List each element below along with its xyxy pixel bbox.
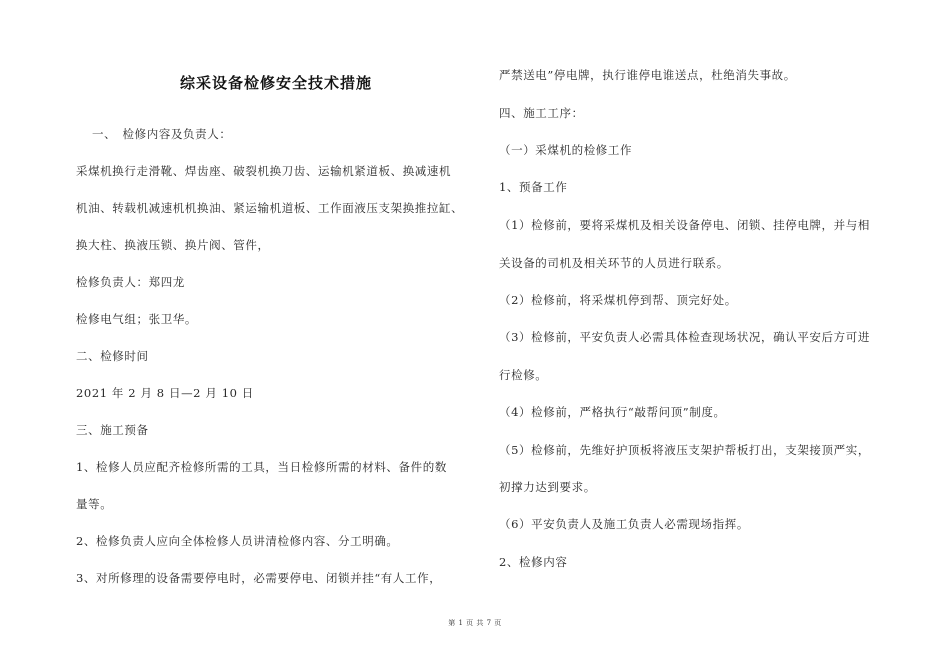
section-heading-3: 三、施工预备 [76,423,149,437]
body-line: 2、检修负责人应向全体检修人员讲清检修内容、分工明确。 [76,534,399,548]
body-line: （4）检修前，严格执行“敲帮问顶”制度。 [499,405,726,419]
body-line: （5）检修前，先维好护顶板将液压支架护帮板打出，支架接顶严实， [499,443,870,457]
body-line: （6）平安负责人及施工负责人必需现场指挥。 [499,517,749,531]
body-line: 3、对所修理的设备需要停电时，必需要停电、闭锁并挂“有人工作， [76,571,442,585]
maintenance-date: 2021 年 2 月 8 日—2 月 10 日 [76,386,254,400]
body-line: 采煤机换行走滑靴、焊齿座、破裂机换刀齿、运输机紧道板、换减速机 [76,164,452,178]
section-heading-2: 二、检修时间 [76,349,149,363]
document-title: 综采设备检修安全技术措施 [179,74,372,92]
body-line: 量等。 [76,497,113,511]
responsible-person: 检修负责人：郑四龙 [76,275,185,289]
body-line: 1、检修人员应配齐检修所需的工具，当日检修所需的材料、备件的数 [76,460,447,474]
body-line: （3）检修前，平安负责人必需具体检查现场状况，确认平安后方可进 [499,330,870,344]
section-heading-1: 一、 检修内容及负责人： [92,127,232,141]
section-heading-4: 四、施工工序： [499,106,584,120]
body-line: 关设备的司机及相关环节的人员进行联系。 [499,256,729,270]
electrical-group: 检修电气组；张卫华。 [76,312,197,326]
body-line: （2）检修前，将采煤机停到帮、顶完好处。 [499,293,737,307]
body-line: 初撑力达到要求。 [499,480,596,494]
item-heading: 2、检修内容 [499,555,568,569]
page-number-footer: 第 1 页 共 7 页 [448,619,502,627]
body-line: 严禁送电”停电牌，执行谁停电谁送点，杜绝消失事故。 [499,68,796,82]
subsection-heading: （一）采煤机的检修工作 [499,143,633,157]
body-line: （1）检修前，要将采煤机及相关设备停电、闭锁、挂停电牌，并与相 [499,218,870,232]
body-line: 机油、转载机减速机机换油、紧运输机道板、工作面液压支架换推拉缸、 [76,201,464,215]
body-line: 换大柱、换液压锁、换片阀、管件， [76,238,270,252]
item-heading: 1、预备工作 [499,180,568,194]
body-line: 行检修。 [499,368,548,382]
